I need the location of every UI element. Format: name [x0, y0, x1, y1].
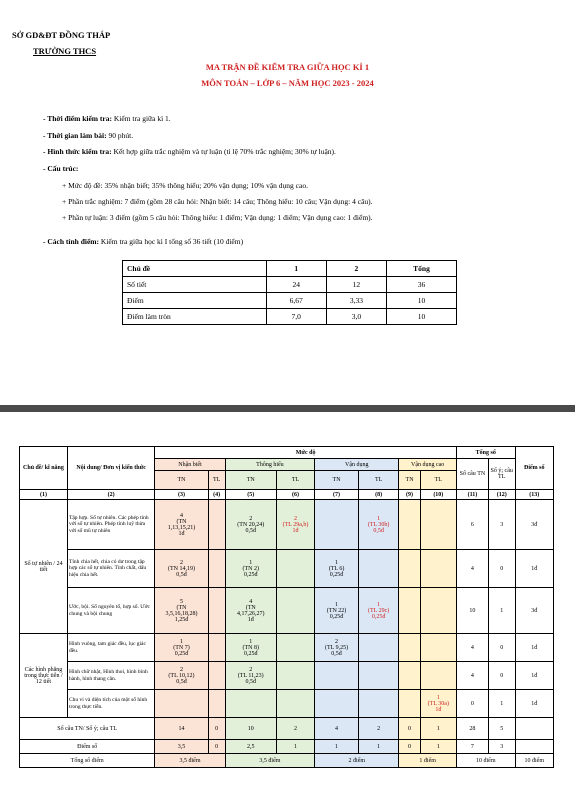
content-unit: Chu vi và diện tích của một số hình trong thực tiễn. [67, 690, 154, 718]
score-total: 1 [420, 740, 456, 754]
level-cell-vdtl [358, 690, 399, 718]
count-total: 14 [155, 718, 208, 740]
row-score: 3đ [515, 588, 553, 634]
count-total: 10 [225, 718, 276, 740]
summary-cell: 3,33 [326, 293, 386, 309]
count-total: 5 [488, 718, 515, 740]
column-number: (9) [399, 490, 420, 500]
matrix-row [20, 588, 554, 634]
school-name: TRƯỜNG THCS [33, 46, 97, 56]
level-cell-vdtl [358, 550, 399, 588]
header-tl: TL [358, 471, 399, 490]
info-time: - Thời điểm kiểm tra: Kiểm tra giữa kì 1. [43, 114, 171, 123]
level-cell-thtl [276, 550, 314, 588]
count-tl: 3 [488, 500, 515, 550]
level-cell-vc [399, 588, 420, 634]
structure-essay: + Phần tự luận: 3 điểm (gồm 5 câu hỏi: Thông hiểu: 1 điểm; Vận dụng: 1 điểm; Vận dụng cao: 1 điểm). [62, 213, 373, 222]
level-cell-nbtl [208, 500, 225, 550]
level-cell-vctl [420, 662, 456, 690]
summary-row [123, 261, 457, 277]
topic-hinh-phang: Các hình phẳng trong thực tiễn / 12 tiết [20, 634, 68, 718]
level-cell-vd: 1 (TN 22) 0,25đ [315, 588, 359, 634]
header-tl: TL [208, 471, 225, 490]
count-total: 2 [358, 718, 399, 740]
header-van-dung-cao: Vận dụng cao [399, 459, 457, 471]
count-tn: 6 [456, 500, 488, 550]
grand-total: 1 điểm [399, 754, 457, 768]
level-cell-nb: 1 (TN 7) 0,25đ [155, 634, 208, 662]
matrix-row [20, 662, 554, 690]
summary-cell: 36 [387, 277, 457, 293]
score-total: 2,5 [225, 740, 276, 754]
level-cell-nbtl [208, 550, 225, 588]
count-tn: 4 [456, 662, 488, 690]
document-title: MA TRẬN ĐỀ KIỂM TRA GIỮA HỌC KÌ 1 [205, 62, 370, 72]
summary-cell: 2 [326, 261, 386, 277]
level-cell-vdtl: 1 (TL 30b) 0,5đ [358, 500, 399, 550]
level-cell-nb: 4 (TN 1,13,15,21) 1đ [155, 500, 208, 550]
summary-cell: 6,67 [266, 293, 326, 309]
column-number: (12) [488, 490, 515, 500]
level-cell-vc [399, 690, 420, 718]
count-tn: 0 [456, 690, 488, 718]
level-cell-vctl [420, 634, 456, 662]
score-total [515, 740, 553, 754]
content-unit: Hình vuông, tam giác đều, lục giác đều. [67, 634, 154, 662]
level-cell-thtl [276, 588, 314, 634]
department-name: SỞ GD&ĐT ĐỒNG THÁP [12, 30, 111, 40]
count-total: 2 [276, 718, 314, 740]
matrix-row [20, 490, 554, 500]
total-label: Tổng số điểm [20, 754, 155, 768]
header-content: Nội dung/ Đơn vị kiến thức [67, 447, 154, 490]
page-divider [0, 405, 575, 412]
score-total: 3 [488, 740, 515, 754]
info-format: - Hình thức kiểm tra: Kết hợp giữa trắc nghiệm và tự luận (tỉ lệ 70% trắc nghiệm; 30% tự luận). [43, 147, 336, 156]
level-cell-thtl [276, 662, 314, 690]
score-total: 7 [456, 740, 488, 754]
header-tn: TN [399, 471, 420, 490]
header-score: Điểm số [515, 447, 553, 490]
level-cell-th: 4 (TN 4,17,26,27) 1đ [225, 588, 276, 634]
count-tn: 10 [456, 588, 488, 634]
level-cell-nb: 2 (TL 10,12) 0,5đ [155, 662, 208, 690]
column-number: (11) [456, 490, 488, 500]
column-number: (13) [515, 490, 553, 500]
header-tl: TL [276, 471, 314, 490]
summary-cell: Số tiết [123, 277, 267, 293]
matrix-row [20, 718, 554, 740]
summary-row [123, 277, 457, 293]
column-number: (4) [208, 490, 225, 500]
info-duration: - Thời gian làm bài: 90 phút. [43, 131, 134, 140]
level-cell-nb: 5 (TN 3,5,16,18,28) 1,25đ [155, 588, 208, 634]
summary-cell: Tổng [387, 261, 457, 277]
level-cell-thtl [276, 634, 314, 662]
level-cell-vc [399, 550, 420, 588]
row-score: 3đ [515, 500, 553, 550]
row-score: 1đ [515, 662, 553, 690]
column-number: (3) [155, 490, 208, 500]
summary-cell: 1 [266, 261, 326, 277]
matrix-row [20, 634, 554, 662]
count-total: 0 [399, 718, 420, 740]
structure-levels: + Mức độ đề: 35% nhận biết; 35% thông hiểu; 20% vận dụng; 10% vận dụng cao. [62, 181, 308, 190]
row-score: 1đ [515, 690, 553, 718]
header-nhan-biet: Nhận biết [155, 459, 225, 471]
header-so-cau: Số câu TN [456, 459, 488, 490]
level-cell-vdtl [358, 662, 399, 690]
level-cell-nbtl [208, 634, 225, 662]
summary-cell: Điểm làm tròn [123, 309, 267, 325]
level-cell-th: 2 (TL 11,23) 0,5đ [225, 662, 276, 690]
count-total: 1 [420, 718, 456, 740]
count-total: 0 [208, 718, 225, 740]
level-cell-vd: 2 (TL 9,25) 0,5đ [315, 634, 359, 662]
count-label: Số câu TN/ Số ý; câu TL [20, 718, 155, 740]
score-total: 1 [315, 740, 359, 754]
level-cell-nbtl [208, 662, 225, 690]
exam-matrix-table [19, 446, 554, 768]
info-structure: - Cấu trúc: [43, 164, 79, 173]
level-cell-vdtl [358, 634, 399, 662]
count-tl: 0 [488, 662, 515, 690]
header-van-dung: Vận dụng [315, 459, 399, 471]
summary-cell: 24 [266, 277, 326, 293]
structure-mcq: + Phần trắc nghiệm: 7 điểm (gồm 28 câu hỏi: Nhận biết: 14 câu; Thông hiểu: 10 câu; Vận dụng: 4 câu). [62, 197, 373, 206]
row-score: 1đ [515, 550, 553, 588]
matrix-row [20, 740, 554, 754]
summary-cell: 10 [387, 309, 457, 325]
level-cell-th: 1 (TN 8) 0,25đ [225, 634, 276, 662]
level-cell-nbtl [208, 690, 225, 718]
grand-total: 2 điểm [315, 754, 399, 768]
score-total: 1 [358, 740, 399, 754]
content-unit: Tính chia hết, chia có dư trong tập hợp các số tự nhiên. Tính chất, dấu hiệu chia hết. [67, 550, 154, 588]
level-cell-vd [315, 690, 359, 718]
summary-row [123, 309, 457, 325]
grand-total: 3,5 điểm [155, 754, 225, 768]
summary-cell: 10 [387, 293, 457, 309]
summary-cell: 3,0 [326, 309, 386, 325]
count-tl: 0 [488, 550, 515, 588]
level-cell-vc [399, 500, 420, 550]
matrix-row [20, 500, 554, 550]
level-cell-vc [399, 634, 420, 662]
level-cell-vd [315, 500, 359, 550]
level-cell-vctl [420, 550, 456, 588]
content-unit: Tập hợp. Số tự nhiên. Các phép tính với số tự nhiên. Phép tính luỹ thừa với số mũ tự nhiên [67, 500, 154, 550]
summary-cell: Điểm [123, 293, 267, 309]
column-number: (7) [315, 490, 359, 500]
score-label: Điểm số [20, 740, 155, 754]
score-total: 3,5 [155, 740, 208, 754]
summary-row [123, 293, 457, 309]
summary-cell: 7,0 [266, 309, 326, 325]
matrix-row [20, 447, 554, 459]
document-subtitle: MÔN TOÁN – LỚP 6 – NĂM HỌC 2023 - 2024 [201, 78, 374, 88]
column-number: (6) [276, 490, 314, 500]
header-so-y: Số ý; câu TL [488, 459, 515, 490]
matrix-row [20, 690, 554, 718]
level-cell-vctl [420, 500, 456, 550]
level-cell-vctl: 1 (TL 30a) 1đ [420, 690, 456, 718]
header-tn: TN [155, 471, 208, 490]
count-tn: 4 [456, 550, 488, 588]
count-total: 28 [456, 718, 488, 740]
header-tn: TN [225, 471, 276, 490]
header-total: Tổng số [456, 447, 515, 459]
header-topic: Chủ đề/ kĩ năng [20, 447, 68, 490]
count-tl: 0 [488, 634, 515, 662]
count-total: 4 [315, 718, 359, 740]
header-thong-hieu: Thông hiểu [225, 459, 315, 471]
grand-total: 10 điểm [515, 754, 553, 768]
level-cell-vd: 1 (TL 6) 0,25đ [315, 550, 359, 588]
score-total: 0 [208, 740, 225, 754]
level-cell-nbtl [208, 588, 225, 634]
level-cell-thtl [276, 690, 314, 718]
column-number: (5) [225, 490, 276, 500]
count-tl: 1 [488, 690, 515, 718]
level-cell-th: 1 (TN 2) 0,25đ [225, 550, 276, 588]
count-tl: 1 [488, 588, 515, 634]
column-number: (8) [358, 490, 399, 500]
level-cell-thtl: 2 (TL 29a,b) 1đ [276, 500, 314, 550]
grand-total: 3,5 điểm [225, 754, 315, 768]
matrix-row [20, 550, 554, 588]
level-cell-th [225, 690, 276, 718]
level-cell-th: 2 (TN 20,24) 0,5đ [225, 500, 276, 550]
level-cell-vd [315, 662, 359, 690]
topic-so-tu-nhien: Số tự nhiên / 24 tiết [20, 500, 68, 634]
matrix-row [20, 754, 554, 768]
level-cell-vc [399, 662, 420, 690]
summary-cell: 12 [326, 277, 386, 293]
score-total: 1 [276, 740, 314, 754]
info-scoring: - Cách tính điểm: Kiểm tra giữa học kì I tổng số 36 tiết (10 điểm) [43, 237, 244, 246]
summary-cell: Chủ đề [123, 261, 267, 277]
content-unit: Hình chữ nhật, Hình thoi, hình bình hành, hình thang cân. [67, 662, 154, 690]
header-level: Mức độ [155, 447, 457, 459]
level-cell-nb [155, 690, 208, 718]
header-tl: TL [420, 471, 456, 490]
level-cell-nb: 2 (TN 14,19) 0,5đ [155, 550, 208, 588]
column-number: (2) [67, 490, 154, 500]
grand-total: 10 điểm [456, 754, 515, 768]
content-unit: Ước, bội. Số nguyên tố, hợp số. Ước chung và bội chung [67, 588, 154, 634]
count-tn: 4 [456, 634, 488, 662]
level-cell-vctl [420, 588, 456, 634]
row-score: 1đ [515, 634, 553, 662]
level-cell-vdtl: 1 (TL 29c) 0,25đ [358, 588, 399, 634]
column-number: (10) [420, 490, 456, 500]
header-tn: TN [315, 471, 359, 490]
column-number: (1) [20, 490, 68, 500]
summary-table [122, 260, 457, 325]
count-total [515, 718, 553, 740]
score-total: 0 [399, 740, 420, 754]
